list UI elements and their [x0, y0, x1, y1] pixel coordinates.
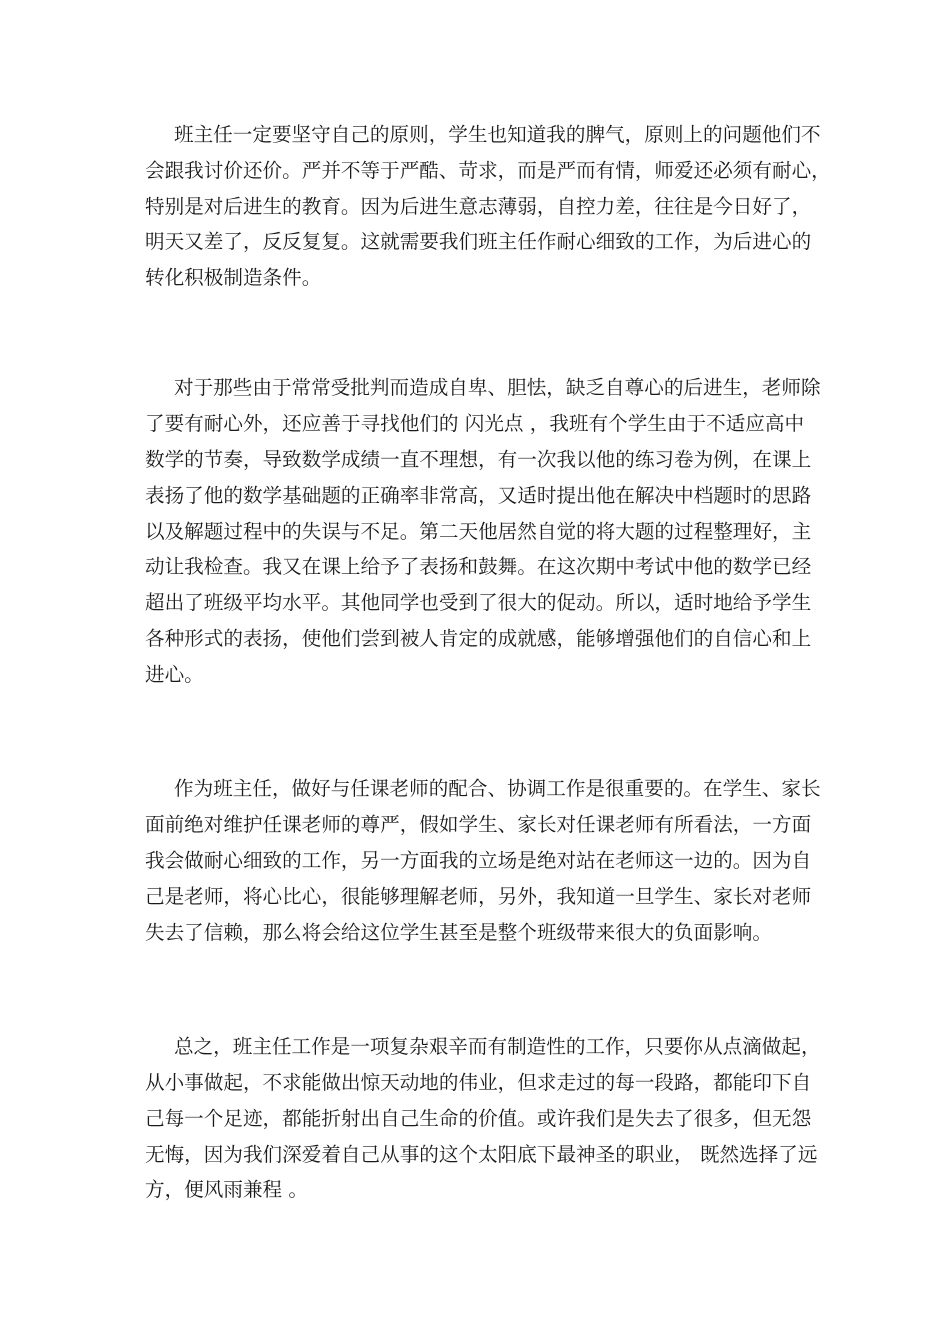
- text-line: 总之，班主任工作是一项复杂艰辛而有制造性的工作，只要你从点滴做起，: [174, 1035, 821, 1058]
- text-line: 数学的节奏，导致数学成绩一直不理想，有一次我以他的练习卷为例，在课上: [145, 448, 812, 471]
- text-line: 作为班主任，做好与任课老师的配合、协调工作是很重要的。在学生、家长: [174, 777, 821, 800]
- text-line: 失去了信赖，那么将会给这位学生甚至是整个班级带来很大的负面影响。: [145, 921, 772, 944]
- text-line: 从小事做起，不求能做出惊天动地的伟业，但求走过的每一段路，都能印下自: [145, 1071, 812, 1094]
- text-line: 明天又差了，反反复复。这就需要我们班主任作耐心细致的工作，为后进心的: [145, 230, 812, 253]
- text-line: 进心。: [145, 663, 204, 686]
- text-line: 己是老师，将心比心，很能够理解老师，另外，我知道一旦学生、家长对老师: [145, 885, 812, 908]
- text-line: 会跟我讨价还价。严并不等于严酷、苛求，而是严而有情，师爱还必须有耐心，: [145, 159, 831, 182]
- text-line: 动让我检查。我又在课上给予了表扬和鼓舞。在这次期中考试中他的数学已经: [145, 555, 812, 578]
- text-line: 了要有耐心外，还应善于寻找他们的 闪光点 ，我班有个学生由于不适应高中: [145, 412, 805, 435]
- text-line: 以及解题过程中的失误与不足。第二天他居然自觉的将大题的过程整理好，主: [145, 520, 812, 543]
- text-line: 班主任一定要坚守自己的原则，学生也知道我的脾气，原则上的问题他们不: [174, 123, 821, 146]
- text-line: 超出了班级平均水平。其他同学也受到了很大的促动。所以，适时地给予学生: [145, 591, 812, 614]
- text-line: 方，便风雨兼程 。: [145, 1178, 308, 1201]
- text-line: 特别是对后进生的教育。因为后进生意志薄弱，自控力差，往往是今日好了，: [145, 195, 812, 218]
- text-line: 我会做耐心细致的工作，另一方面我的立场是绝对站在老师这一边的。因为自: [145, 849, 812, 872]
- text-line: 各种形式的表扬，使他们尝到被人肯定的成就感，能够增强他们的自信心和上: [145, 627, 812, 650]
- text-line: 对于那些由于常常受批判而造成自卑、胆怯，缺乏自尊心的后进生，老师除: [174, 376, 821, 399]
- text-line: 面前绝对维护任课老师的尊严，假如学生、家长对任课老师有所看法，一方面: [145, 813, 812, 836]
- text-line: 转化积极制造条件。: [145, 266, 322, 289]
- text-line: 表扬了他的数学基础题的正确率非常高，又适时提出他在解决中档题时的思路: [145, 484, 812, 507]
- text-line: 无悔，因为我们深爱着自己从事的这个太阳底下最神圣的职业， 既然选择了远: [145, 1143, 818, 1166]
- text-line: 己每一个足迹，都能折射出自己生命的价值。或许我们是失去了很多，但无怨: [145, 1107, 812, 1130]
